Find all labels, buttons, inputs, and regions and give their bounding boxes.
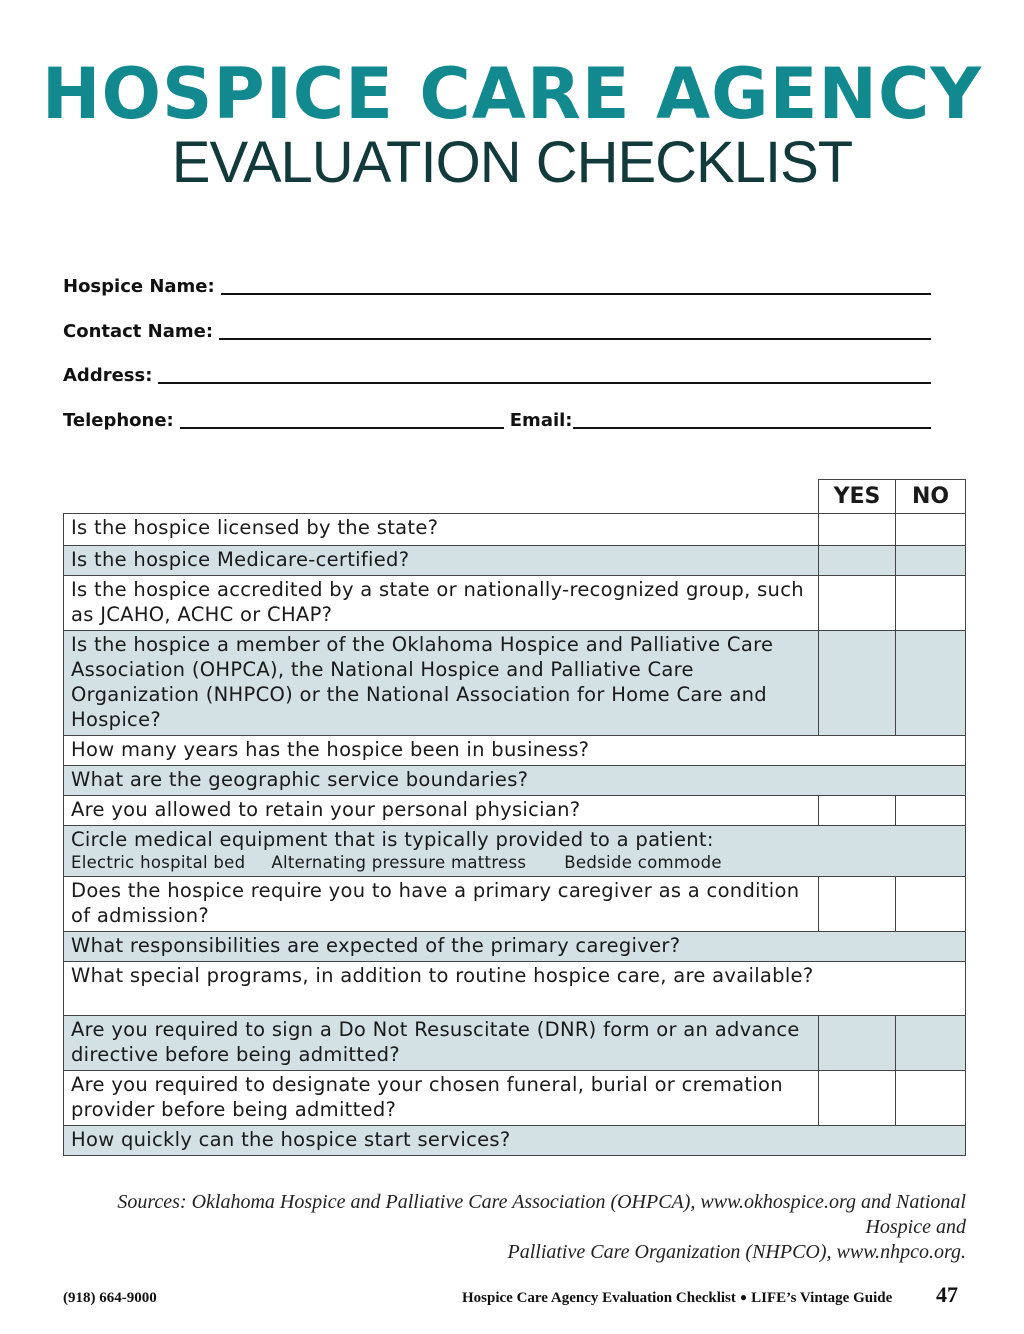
table-row — [64, 576, 966, 631]
question-text: Does the hospice require you to have a primary caregiver as a condition of admission? — [64, 877, 819, 932]
equipment-question-cell — [64, 826, 966, 877]
question-text: How many years has the hospice been in business? — [64, 736, 966, 766]
contact-name-field[interactable] — [219, 338, 931, 340]
page-number: 47 — [936, 1282, 958, 1307]
no-checkbox[interactable] — [896, 576, 966, 631]
equipment-option[interactable]: Electric hospital bed — [71, 853, 246, 872]
table-row — [64, 766, 966, 796]
question-text: Are you required to designate your chosen funeral, burial or cremation provider before being admitted? — [64, 1071, 819, 1126]
sources-note — [60, 1190, 966, 1265]
yes-checkbox[interactable] — [819, 1071, 896, 1126]
table-row — [64, 826, 966, 877]
no-checkbox[interactable] — [896, 877, 966, 932]
bullet-icon: ● — [739, 1290, 748, 1304]
table-header-row — [64, 480, 966, 514]
question-text: Are you allowed to retain your personal physician? — [64, 796, 819, 826]
no-column-header: NO — [896, 480, 966, 514]
email-field[interactable] — [573, 427, 931, 429]
question-text: What are the geographic service boundaries? — [64, 766, 966, 796]
yes-checkbox[interactable] — [819, 514, 896, 546]
email-label: Email: — [509, 410, 573, 431]
no-checkbox[interactable] — [896, 546, 966, 576]
table-row — [64, 932, 966, 962]
question-text: Is the hospice licensed by the state? — [64, 514, 819, 546]
page-title: HOSPICE CARE AGENCY — [41, 53, 983, 135]
question-text: Is the hospice Medicare-certified? — [64, 546, 819, 576]
yes-checkbox[interactable] — [819, 796, 896, 826]
equipment-option[interactable]: Bedside commode — [564, 853, 722, 872]
no-checkbox[interactable] — [896, 1016, 966, 1071]
hospice-name-row — [63, 270, 931, 298]
no-checkbox[interactable] — [896, 514, 966, 546]
no-checkbox[interactable] — [896, 631, 966, 736]
telephone-label: Telephone: — [63, 410, 174, 431]
footer-guide — [462, 1290, 892, 1307]
contact-name-row — [63, 315, 931, 343]
table-row — [64, 1071, 966, 1126]
question-text: Is the hospice accredited by a state or nationally-recognized group, such as JCAHO, ACHC or CHAP? — [64, 576, 819, 631]
footer-phone: (918) 664-9000 — [63, 1290, 157, 1306]
yes-checkbox[interactable] — [819, 576, 896, 631]
no-checkbox[interactable] — [896, 1071, 966, 1126]
evaluation-checklist-table — [63, 479, 966, 1156]
address-label: Address: — [63, 365, 153, 386]
no-checkbox[interactable] — [896, 796, 966, 826]
yes-checkbox[interactable] — [819, 546, 896, 576]
table-row — [64, 736, 966, 766]
sources-line: Palliative Care Organization (NHPCO), www.nhpco.org. — [507, 1241, 966, 1263]
question-text: What special programs, in addition to routine hospice care, are available? — [64, 962, 966, 1016]
page-subtitle: EVALUATION CHECKLIST — [171, 130, 853, 195]
telephone-field[interactable] — [180, 427, 504, 429]
question-text: Are you required to sign a Do Not Resuscitate (DNR) form or an advance directive before being admitted? — [64, 1016, 819, 1071]
table-row — [64, 631, 966, 736]
contact-name-label: Contact Name: — [63, 321, 214, 342]
telephone-email-row — [63, 404, 931, 432]
footer-guide-name: LIFE’s Vintage Guide — [751, 1290, 893, 1306]
table-row — [64, 1016, 966, 1071]
yes-checkbox[interactable] — [819, 631, 896, 736]
address-field[interactable] — [158, 382, 931, 384]
footer-doc-title: Hospice Care Agency Evaluation Checklist — [462, 1290, 736, 1306]
equipment-options — [71, 852, 958, 873]
table-row — [64, 546, 966, 576]
yes-checkbox[interactable] — [819, 1016, 896, 1071]
question-text: What responsibilities are expected of the primary caregiver? — [64, 932, 966, 962]
hospice-name-label: Hospice Name: — [63, 276, 215, 297]
question-text: Is the hospice a member of the Oklahoma Hospice and Palliative Care Association (OHPCA), the National Hospice and Palliative Care Organization (NHPCO) or the National Association for Home Care and Hospice? — [64, 631, 819, 736]
question-text: Circle medical equipment that is typically provided to a patient: — [71, 828, 714, 851]
yes-checkbox[interactable] — [819, 877, 896, 932]
sources-line: Sources: Oklahoma Hospice and Palliative Care Association (OHPCA), www.okhospice.org and National Hospice and — [117, 1191, 966, 1238]
table-row — [64, 1126, 966, 1156]
question-text: How quickly can the hospice start services? — [64, 1126, 966, 1156]
table-row — [64, 514, 966, 546]
table-row — [64, 962, 966, 1016]
yes-column-header: YES — [819, 480, 896, 514]
hospice-name-field[interactable] — [221, 293, 931, 295]
address-row — [63, 359, 931, 387]
table-row — [64, 877, 966, 932]
equipment-option[interactable]: Alternating pressure mattress — [271, 853, 527, 872]
table-row — [64, 796, 966, 826]
